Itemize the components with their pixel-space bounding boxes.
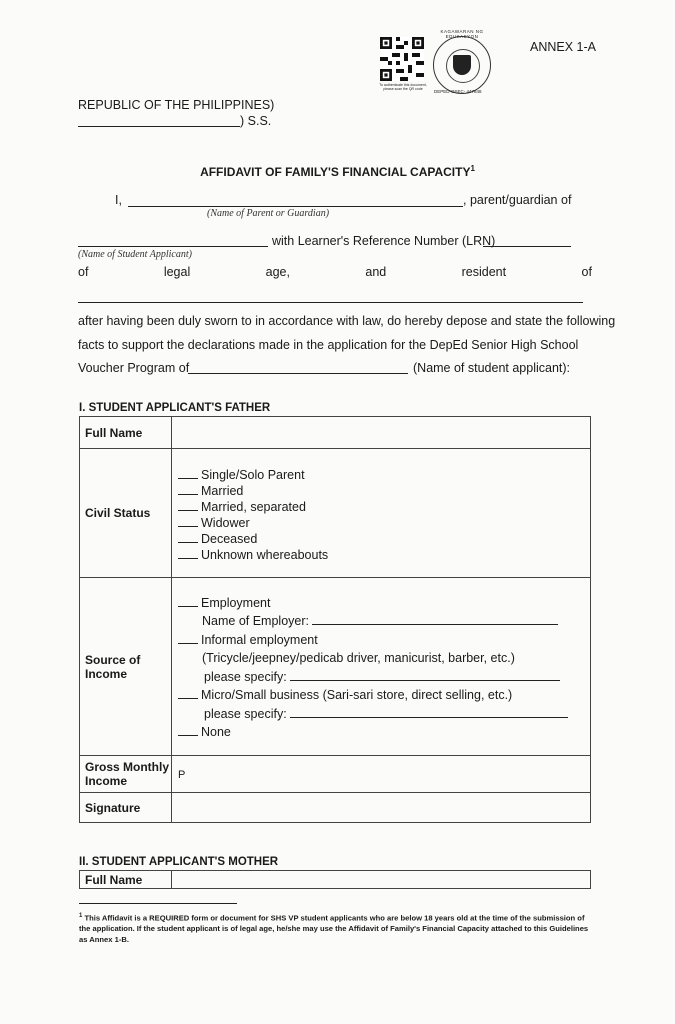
annex-label: ANNEX 1-A — [530, 40, 596, 54]
civil-status-label: Civil Status — [85, 506, 151, 520]
income-option-employment[interactable]: Employment — [178, 594, 590, 613]
para-line-1: after having been duly sworn to in accordance with law, do hereby depose and state the following — [78, 314, 616, 328]
ss-blank-line — [78, 116, 240, 127]
word-of: of — [78, 265, 89, 279]
income-option-informal[interactable]: Informal employment — [178, 631, 590, 650]
deped-seal-icon — [433, 36, 491, 94]
income-option-micro[interactable]: Micro/Small business (Sari-sari store, direct selling, etc.) — [178, 686, 590, 705]
civil-status-option[interactable]: Deceased — [178, 531, 590, 547]
page-title — [0, 164, 675, 179]
docs-code: DEPED-OSEC- 447848 — [434, 89, 482, 94]
word-legal: legal — [163, 265, 191, 279]
peso-prefix: P — [178, 769, 186, 781]
parent-name-line[interactable] — [128, 196, 463, 207]
word-of-2: of — [581, 265, 592, 279]
section1-heading: I. STUDENT APPLICANT'S FATHER — [79, 402, 271, 414]
parent-name-hint: (Name of Parent or Guardian) — [207, 208, 330, 219]
employer-field[interactable] — [312, 614, 558, 625]
mother-table — [79, 870, 591, 889]
parent-guardian-of: , parent/guardian of — [463, 193, 572, 207]
gross-income-label-1: Gross Monthly — [85, 760, 170, 774]
informal-specify-field[interactable] — [290, 670, 560, 681]
word-resident: resident — [461, 265, 507, 279]
employer-field-row: Name of Employer: — [178, 612, 590, 631]
footnote-mark: 1 — [79, 913, 83, 919]
lrn-line[interactable] — [483, 236, 571, 247]
section2-heading: II. STUDENT APPLICANT'S MOTHER — [79, 856, 279, 868]
seal-text: KAGAWARAN NG EDUKASYON — [440, 29, 484, 39]
civil-status-option[interactable]: Single/Solo Parent — [178, 467, 590, 483]
program-student-line[interactable] — [188, 363, 408, 374]
micro-specify-row: please specify: — [178, 705, 590, 724]
footnote-text: This Affidavit is a REQUIRED form or document for SHS VP student applicants who are below 18 years old at the time of the submission of the application. If the student applicant is of legal age, he/she may use the Affidavit of Family's Financial Capacity attached to this Guidelines as Annex 1-B. — [79, 913, 589, 944]
student-name-hint: (Name of Student Applicant) — [78, 249, 192, 260]
legal-age-line — [78, 265, 592, 279]
para-line-3-start: Voucher Program of — [78, 361, 190, 375]
signature-label: Signature — [85, 800, 141, 815]
income-option-none[interactable]: None — [178, 723, 590, 742]
civil-status-option[interactable]: Married — [178, 483, 590, 499]
i-label: I, — [115, 193, 122, 207]
republic-line: REPUBLIC OF THE PHILIPPINES) — [78, 98, 275, 112]
father-table — [79, 416, 591, 823]
word-age: age, — [265, 265, 290, 279]
title-footnote-mark: 1 — [470, 164, 475, 173]
qr-caption: To authenticate this document, please scan the QR code — [379, 83, 427, 91]
informal-examples: (Tricycle/jeepney/pedicab driver, manicurist, barber, etc.) — [202, 651, 515, 665]
father-full-name-label: Full Name — [85, 425, 143, 440]
address-line[interactable] — [78, 294, 583, 303]
para-line-2: facts to support the declarations made in the application for the DepEd Senior High School — [78, 338, 579, 352]
mother-full-name-field[interactable] — [172, 871, 591, 889]
mother-full-name-label: Full Name — [85, 872, 143, 887]
father-full-name-field[interactable] — [172, 417, 591, 449]
micro-specify-field[interactable] — [290, 707, 568, 718]
civil-status-option[interactable]: Married, separated — [178, 499, 590, 515]
word-and: and — [365, 265, 387, 279]
footnote — [79, 911, 593, 945]
source-income-label-2: Income — [85, 666, 128, 681]
gross-income-label-2: Income — [85, 774, 128, 788]
para-line-3-end: (Name of student applicant): — [413, 361, 571, 375]
gross-income-field[interactable] — [172, 756, 591, 793]
footnote-divider — [79, 903, 237, 904]
civil-status-cell — [172, 449, 591, 578]
qr-code-icon — [380, 37, 424, 81]
title-text: AFFIDAVIT OF FAMILY'S FINANCIAL CAPACITY — [200, 165, 471, 179]
source-income-cell — [172, 578, 591, 756]
informal-specify-row: please specify: — [178, 668, 590, 687]
civil-status-option[interactable]: Unknown whereabouts — [178, 547, 590, 563]
source-income-label-1: Source of — [85, 652, 141, 667]
with-lrn-label: with Learner's Reference Number (LRN) — [272, 234, 496, 248]
student-name-line[interactable] — [78, 236, 268, 247]
signature-field[interactable] — [172, 793, 591, 823]
ss-label: ) S.S. — [240, 114, 272, 128]
civil-status-option[interactable]: Widower — [178, 515, 590, 531]
